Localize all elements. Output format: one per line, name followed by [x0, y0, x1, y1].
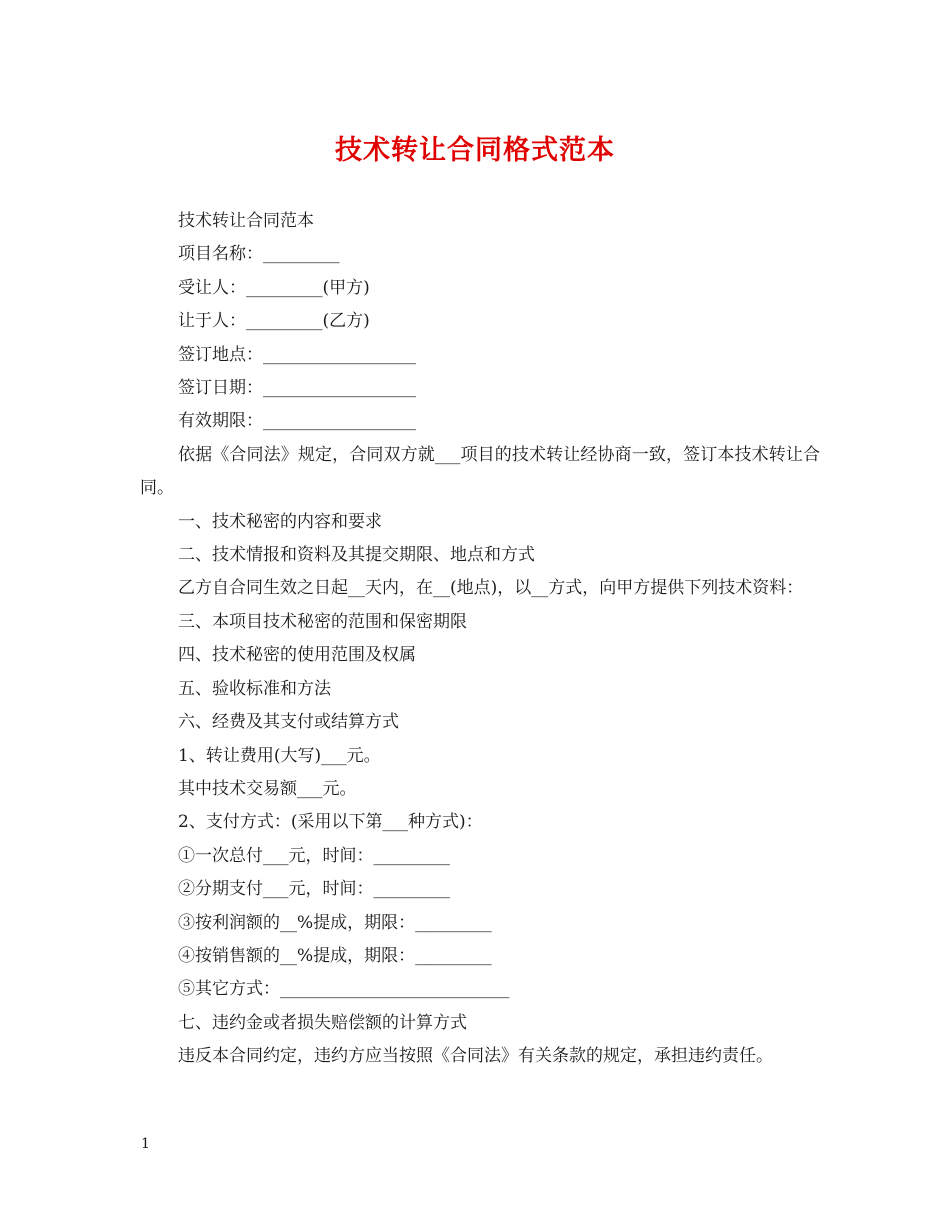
- payment-option-1: ①一次总付___元，时间：_________: [178, 845, 450, 866]
- section-heading-4: 四、技术秘密的使用范围及权属: [178, 645, 416, 666]
- payment-option-4: ④按销售额的__%提成，期限：_________: [178, 945, 492, 966]
- page-number: 1: [141, 1136, 150, 1152]
- document-title: 技术转让合同格式范本: [335, 135, 615, 166]
- paragraph-transferee: 受让人：_________(甲方): [178, 277, 370, 298]
- paragraph-delivery-terms: 乙方自合同生效之日起__天内，在__(地点)，以__方式，向甲方提供下列技术资料：: [178, 578, 804, 599]
- paragraph-transfer-fee: 1、转让费用(大写)___元。: [178, 745, 381, 766]
- paragraph-payment-method: 2、支付方式：(采用以下第___种方式)：: [178, 812, 483, 833]
- paragraph-preamble: 依据《合同法》规定，合同双方就___项目的技术转让经协商一致，签订本技术转让合同。: [140, 444, 820, 499]
- paragraph-breach-liability: 违反本合同约定，违约方应当按照《合同法》有关条款的规定，承担违约责任。: [178, 1046, 773, 1067]
- paragraph-validity-period: 有效期限：__________________: [178, 411, 416, 432]
- section-heading-1: 一、技术秘密的内容和要求: [178, 511, 382, 532]
- paragraph-transferor: 让于人：_________(乙方): [178, 311, 370, 332]
- section-heading-7: 七、违约金或者损失赔偿额的计算方式: [178, 1012, 467, 1033]
- paragraph-signing-date: 签订日期：__________________: [178, 378, 416, 399]
- paragraph-signing-place: 签订地点：__________________: [178, 344, 416, 365]
- section-heading-2: 二、技术情报和资料及其提交期限、地点和方式: [178, 545, 535, 566]
- payment-option-5: ⑤其它方式：___________________________: [178, 979, 510, 1000]
- payment-option-2: ②分期支付___元，时间：_________: [178, 879, 450, 900]
- payment-option-3: ③按利润额的__%提成，期限：_________: [178, 912, 492, 933]
- paragraph-project-name: 项目名称：_________: [178, 244, 340, 265]
- section-heading-6: 六、经费及其支付或结算方式: [178, 712, 399, 733]
- paragraph-transaction-amount: 其中技术交易额___元。: [178, 778, 357, 799]
- section-heading-5: 五、验收标准和方法: [178, 678, 331, 699]
- paragraph-contract-heading: 技术转让合同范本: [178, 211, 314, 231]
- document-body: [140, 205, 820, 1074]
- section-heading-3: 三、本项目技术秘密的范围和保密期限: [178, 611, 467, 632]
